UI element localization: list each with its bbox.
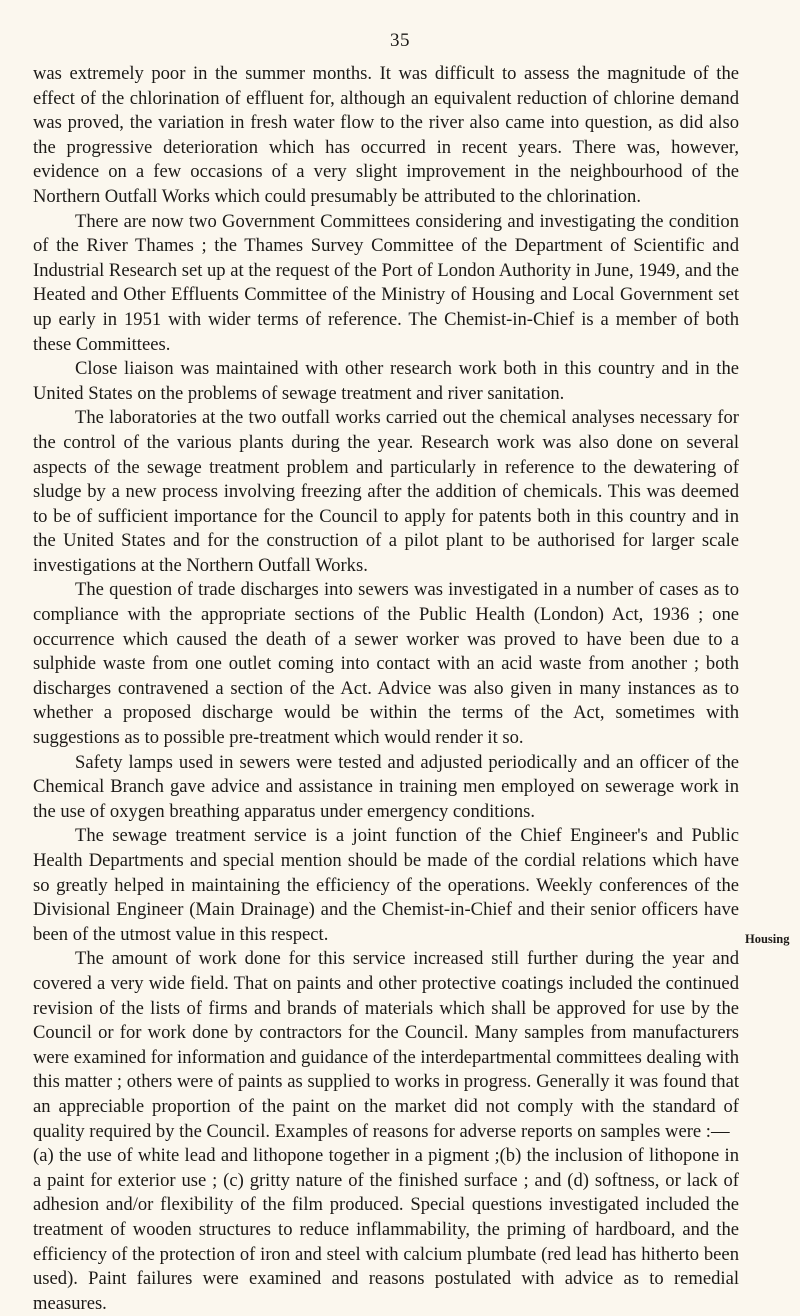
paragraph-safety-lamps: Safety lamps used in sewers were tested and adjusted periodically and an officer of the Chemical Branch gave advice and assistance in training men employed on sewerage work in the use of oxygen breathing apparatus under emergency conditions. [33, 751, 739, 822]
paragraph-laboratories: The laboratories at the two outfall works carried out the chemical analyses necessary for the control of the various plants during the year. Research work was also done on several aspects of the sewage treatment problem and particularly in reference to the dewatering of sludge by a new process involving freezing after the addition of chemicals. This was deemed to be of sufficient importance for the Council to apply for patents both in this country and in the United States and for the construction of a pilot plant to be authorised for larger scale investigations at the Northern Outfall Works. [33, 407, 739, 576]
margin-note-housing: Housing [745, 932, 790, 946]
paragraph-chlorination-effect: was extremely poor in the summer months. It was difficult to assess the magnitude of the effect of the chlorination of effluent for, although an equivalent reduction of chlorine demand was proved, the variation in fresh water flow to the river also came into question, as did also the progressive deterioration which has occurred in recent years. There was, however, evidence on a few occasions of a very slight improvement in the neighbourhood of the Northern Outfall Works which could presumably be attributed to the chlorination. [33, 63, 739, 207]
page-number: 35 [390, 30, 410, 51]
body-text [33, 62, 739, 1316]
paragraph-research-liaison: Close liaison was maintained with other research work both in this country and in the United States on the problems of sewage treatment and river sanitation. [33, 358, 739, 404]
paragraph-trade-discharges: The question of trade discharges into sewers was investigated in a number of cases as to compliance with the appropriate sections of the Public Health (London) Act, 1936 ; one occurrence which caused the death of a sewer worker was proved to have been due to a sulphide waste from one outlet coming into contact with an acid waste from another ; both discharges contravened a section of the Act. Advice was also given in many instances as to whether a proposed discharge would be within the terms of the Act, sometimes with suggestions as to possible pre-treatment which would render it so. [33, 579, 739, 749]
paragraph-adverse-reasons: (a) the use of white lead and lithopone together in a pigment ;(b) the inclusion of lithopone in a paint for exterior use ; (c) gritty nature of the finished surface ; and (d) softness, or lack of adhesion and/or flexibility of the film produced. Special questions investigated included the treatment of wooden structures to reduce inflammability, the priming of hardboard, and the efficiency of the protection of iron and steel with calcium plumbate (red lead has hitherto been used). Paint failures were examined and reasons postulated with advice as to remedial measures. [33, 1145, 739, 1314]
paragraph-sewage-treatment-service: The sewage treatment service is a joint function of the Chief Engineer's and Public Health Departments and special mention should be made of the cordial relations which have so greatly helped in maintaining the efficiency of the operations. Weekly conferences of the Divisional Engineer (Main Drainage) and the Chemist-in-Chief and their senior officers have been of the utmost value in this respect. [33, 825, 739, 945]
paragraph-government-committees: There are now two Government Committees considering and investigating the condition of the River Thames ; the Thames Survey Committee of the Department of Scientific and Industrial Research set up at the request of the Port of London Authority in June, 1949, and the Heated and Other Effluents Committee of the Ministry of Housing and Local Government set up early in 1951 with wider terms of reference. The Chemist-in-Chief is a member of both these Committees. [33, 210, 739, 355]
paragraph-housing-paints: The amount of work done for this service increased still further during the year and covered a very wide field. That on paints and other protective coatings included the continued revision of the lists of firms and brands of materials which shall be approved for use by the Council or for work done by contractors for the Council. Many samples from manufacturers were examined for information and guidance of the interdepartmental committees dealing with this matter ; others were of paints as supplied to works in progress. Generally it was found that an appreciable proportion of the paint on the market did not comply with the standard of quality required by the Council. Examples of reasons for adverse reports on samples were :— [33, 948, 739, 1142]
